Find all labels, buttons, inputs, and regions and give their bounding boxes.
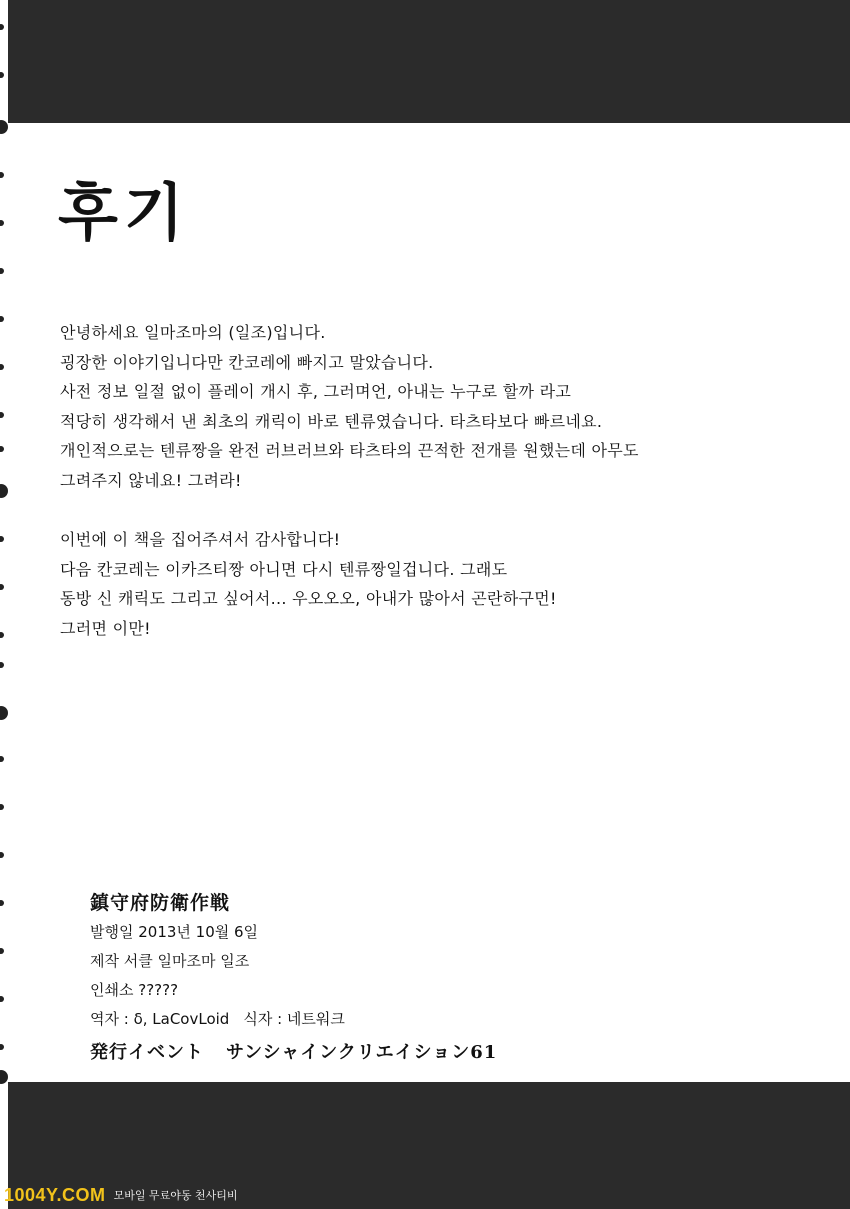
- binding-hole: [0, 632, 4, 638]
- binding-hole: [0, 72, 4, 78]
- binding-hole: [0, 584, 4, 590]
- colophon: [90, 888, 497, 1070]
- text-line: 적당히 생각해서 낸 최초의 캐릭이 바로 텐류였습니다. 타츠타보다 빠르네요.: [60, 411, 603, 431]
- translation-credits: [90, 1005, 497, 1034]
- binding-hole: [0, 756, 4, 762]
- binding-hole: [0, 996, 4, 1002]
- binding-hole: [0, 662, 4, 668]
- text-line: 그려주지 않네요! 그려라!: [60, 470, 242, 490]
- issue-date: 발행일 2013년 10월 6일: [90, 923, 259, 941]
- watermark-text: 모바일 무료야동 천사티비: [113, 1189, 238, 1202]
- binding-hole: [0, 172, 4, 178]
- text-line: 이번에 이 책을 집어주셔서 감사합니다!: [60, 530, 341, 549]
- printer-credit: 인쇄소 ?????: [90, 981, 179, 999]
- text-line: 동방 신 캐릭도 그리고 싶어서... 우오오오, 아내가 많아서 곤란하구먼!: [60, 589, 557, 608]
- text-line: 안녕하세요 일마조마의 (일조)입니다.: [60, 323, 326, 342]
- translator-credit: 역자 : δ, LaCovLoid: [90, 1010, 230, 1028]
- binding-hole: [0, 706, 8, 720]
- binding-hole: [0, 852, 4, 858]
- event-label: 発行イベント: [90, 1042, 204, 1063]
- text-line: 개인적으로는 텐류짱을 완전 러브러브와 타츠타의 끈적한 전개를 원했는데 아무도: [60, 441, 639, 460]
- production-credit: 제작 서클 일마조마 일조: [90, 952, 250, 970]
- binding-hole: [0, 364, 4, 370]
- event-line: [90, 1036, 497, 1070]
- book-title: 鎮守府防衛作戦: [90, 892, 231, 914]
- text-line: 그러면 이만!: [60, 618, 151, 638]
- site-watermark: [4, 1184, 237, 1206]
- binding-hole: [0, 1070, 8, 1084]
- page-title: 후기: [58, 176, 190, 249]
- text-line: 사전 정보 일절 없이 플레이 개시 후, 그러며언, 아내는 누구로 할까 라고: [60, 382, 572, 401]
- binding-hole: [0, 484, 8, 498]
- binding-hole: [0, 120, 8, 134]
- afterword-paragraph-1: [60, 318, 639, 495]
- binding-hole: [0, 536, 4, 542]
- watermark-logo: 1004Y.COM: [4, 1184, 106, 1205]
- afterword-paragraph-2: [60, 525, 557, 643]
- binding-hole: [0, 412, 4, 418]
- binding-hole: [0, 268, 4, 274]
- top-black-band: [8, 0, 850, 123]
- binding-hole: [0, 804, 4, 810]
- binding-hole: [0, 316, 4, 322]
- event-name: サンシャインクリエイション61: [226, 1042, 498, 1063]
- text-line: 다음 칸코레는 이카즈티짱 아니면 다시 텐류짱일겁니다. 그래도: [60, 559, 508, 579]
- binding-hole: [0, 948, 4, 954]
- binding-hole: [0, 446, 4, 452]
- text-line: 굉장한 이야기입니다만 칸코레에 빠지고 말았습니다.: [60, 352, 434, 372]
- typesetter-credit: 식자 : 네트워크: [243, 1010, 345, 1028]
- binding-hole: [0, 900, 4, 906]
- binding-hole: [0, 24, 4, 30]
- binding-hole: [0, 1044, 4, 1050]
- binding-holes: [0, 0, 12, 1209]
- binding-hole: [0, 220, 4, 226]
